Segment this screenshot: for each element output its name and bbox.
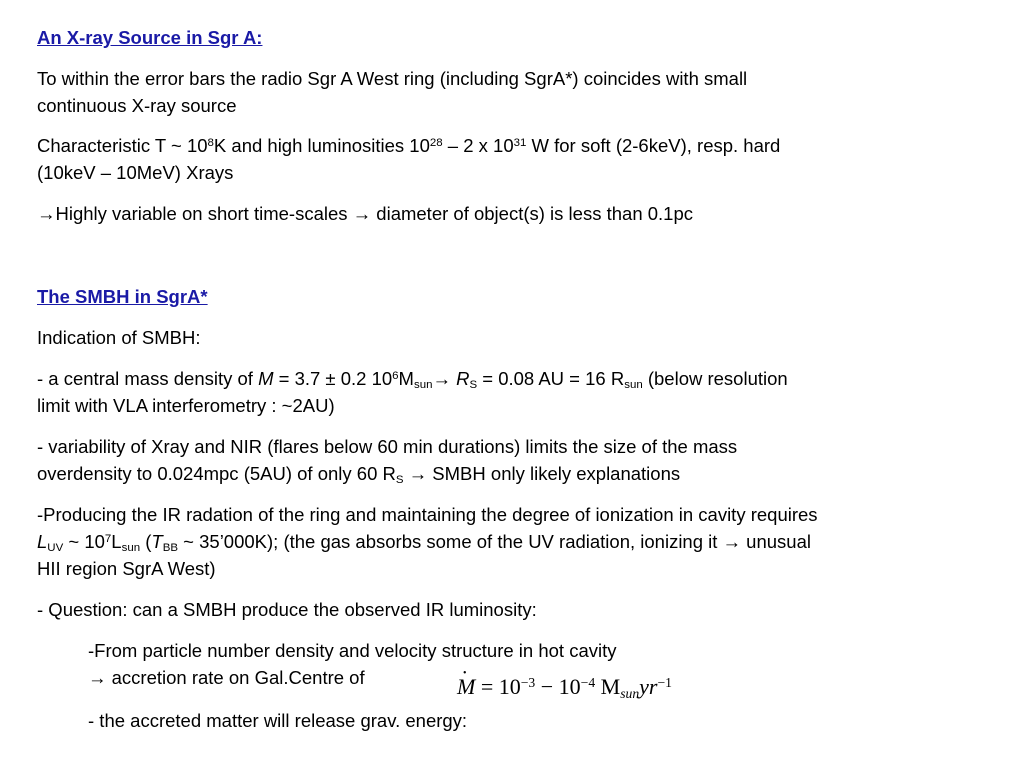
paragraph-line: HII region SgrA West) [37,558,216,579]
formula-run: = 10 [475,674,521,699]
right-arrow-icon: → [88,667,107,688]
text-run: diameter of object(s) is less than 0.1pc [371,203,694,224]
superscript: 8 [207,136,214,149]
subscript: sun [413,379,433,392]
text-run: accretion rate on Gal.Centre of [106,667,365,688]
right-arrow-icon: → [37,203,56,224]
formula-run: M [595,674,621,699]
paragraph-line: To within the error bars the radio Sgr A West ring (including SgrA*) coincides with small [37,68,748,89]
formula-unit-yr: yr [639,674,658,699]
paragraph-line: (10keV – 10MeV) Xrays [37,162,234,183]
subscript: S [469,379,478,392]
paragraph-line-luminosity [37,529,811,554]
text-run: W for soft (2-6keV), resp. hard [526,135,781,156]
paragraph-line: continuous X-ray source [37,95,237,116]
text-run: overdensity to 0.024mpc (5AU) of only 60 R [37,463,396,484]
paragraph-line-characteristic-t [37,133,780,158]
sub-bullet-line-accretion [88,665,365,690]
superscript: 7 [104,532,112,545]
right-arrow-icon: → [403,463,428,484]
section-heading-smbh: The SMBH in SgrA* [37,286,208,307]
paragraph-line-question: - Question: can a SMBH produce the observed IR luminosity: [37,599,537,620]
subscript: S [395,474,404,487]
paragraph-line: - variability of Xray and NIR (flares below 60 min durations) limits the size of the mass [37,436,738,457]
sub-bullet-line: - the accreted matter will release grav. energy: [88,710,468,731]
paragraph-line: limit with VLA interferometry : ~2AU) [37,395,335,416]
text-run: unusual [741,531,811,552]
subscript: BB [162,542,179,555]
text-run: Characteristic T ~ 10 [37,135,208,156]
text-run: M [398,368,414,389]
subscript: sun [624,379,643,392]
formula-exponent: −3 [520,674,536,690]
text-run: K and high luminosities 10 [213,135,430,156]
section-heading-xray-source: An X-ray Source in Sgr A: [37,27,263,48]
text-run: ( [140,531,152,552]
paragraph-line-variability [37,201,693,226]
right-arrow-icon: → [432,368,451,389]
symbol-r: R [450,368,470,389]
paragraph-line-overdensity [37,461,680,486]
superscript: 31 [513,136,527,149]
sub-bullet-line: -From particle number density and velocity structure in hot cavity [88,640,617,661]
right-arrow-icon: → [722,531,742,552]
subscript: UV [47,542,64,555]
paragraph-line: Indication of SMBH: [37,327,201,348]
symbol-m-dot: • M [457,673,475,701]
symbol-l: L [37,531,48,552]
right-arrow-icon: → [352,203,372,224]
symbol-t: T [151,531,163,552]
accretion-rate-formula [457,673,672,701]
formula-subscript: sun [620,686,640,702]
superscript: 28 [429,136,443,149]
text-run: = 3.7 ± 0.2 10 [273,368,393,389]
bullet-line-mass-density [37,366,788,391]
text-run: = 0.08 AU = 16 R [477,368,625,389]
text-run: ~ 35’000K); (the gas absorbs some of the UV radiation, ionizing it [178,531,723,552]
paragraph-line: -Producing the IR radation of the ring and maintaining the degree of ionization in cavity requires [37,504,818,525]
symbol-m: M [258,368,274,389]
text-run: (below resolution [642,368,788,389]
text-run: – 2 x 10 [442,135,514,156]
formula-run: − 10 [535,674,581,699]
subscript: sun [121,542,141,555]
formula-exponent: −1 [657,674,672,690]
text-run: Highly variable on short time-scales [55,203,353,224]
text-run: ~ 10 [63,531,105,552]
text-run: - a central mass density of [37,368,259,389]
superscript: 6 [392,369,399,382]
formula-exponent: −4 [580,674,596,690]
text-run: SMBH only likely explanations [427,463,681,484]
text-run: L [111,531,122,552]
